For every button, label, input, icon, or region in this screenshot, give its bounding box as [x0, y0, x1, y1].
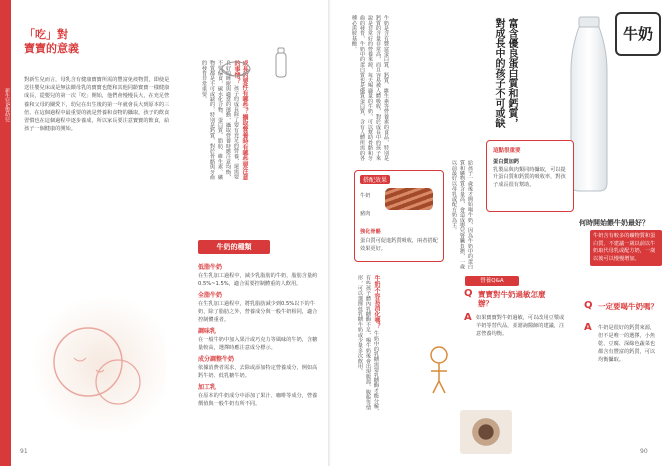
baby-faces-icon: [26, 300, 166, 430]
pairing-result: 強化骨骼: [360, 229, 381, 235]
milk-type-desc: 在一般牛奶中加入果汁或巧克力等風味的牛奶，含糖量較高，選擇時應注意成分標示。: [198, 337, 318, 351]
pairing-item-milk: 牛奶: [360, 193, 371, 199]
food-title: 牛奶: [615, 12, 661, 56]
milk-type-name: 低脂牛奶: [198, 264, 223, 271]
a2-text: 牛奶是很好的鈣質來源，但不是唯一的選擇，小魚乾、豆腐、深綠色蔬菜也都含有豐富的鈣質，可以均衡攝取。: [598, 325, 656, 363]
milk-type-desc: 在生乳加工過程中，減少乳脂肪的牛奶，脂肪含量約0.5%~1.5%，適合需要控制體重的人飲用。: [198, 273, 318, 287]
page-number-left: 91: [20, 448, 28, 455]
digestion-column: [356, 275, 380, 415]
a2-mark: A: [584, 322, 592, 333]
milk-type-desc: 在生乳加工過程中，將乳脂肪減少到0.5%以下的牛奶，除了脂肪之外，營養成分與一般牛奶相同，適合控制體重者。: [198, 301, 318, 323]
intro-title-line2: 寶寶的意義: [24, 42, 79, 55]
a1-mark: A: [464, 312, 472, 323]
page-number-right: 90: [640, 448, 648, 455]
intro-title: [24, 28, 174, 56]
bacon-image: [385, 188, 433, 210]
milk-type-desc: 依據消費者需求，去除或添加特定營養成分，例如高鈣牛奶、低乳糖牛奶。: [198, 365, 318, 379]
pairing-desc: 蛋白質可促進鈣質吸收，兩者搭配效果更好。: [360, 238, 438, 252]
digestion-body: 牛奶中的乳糖需要乳糖酶才能分解，有些孩子體內乳糖酶不足，喝牛奶後會出現腹瀉、腹脹等情形，可以選擇低乳糖牛奶或少量多次飲用。: [357, 275, 379, 414]
milk-type-name: 全脂牛奶: [198, 292, 223, 299]
q-when-start: 何時開始餵牛奶最好？: [579, 219, 649, 227]
baby-illustration: [26, 300, 166, 430]
intro-body: 對新生兒而言，母乳含有健康寶寶所需的豐富免疫物質，即使是送往嬰兒床或是無法餵母乳的寶寶也能和其他同齡寶寶一樣健康成長，從嬰兒的第一次「吃」開始，他們會慢慢長大，在充足營養和父母的關愛下，幼兒在出生後的第一年就會長大到原本的三倍，在這個過程中最重要的就是營養和食物的攝取，孩子的飲食習慣也在這個過程中逐步養成，所以家長要注意寶寶的飲食，給孩子一個健康的開始。: [24, 77, 170, 133]
intro-title-line1: 「吃」對: [24, 28, 68, 41]
headline: 富含優良蛋白質和鈣質，對成長中的孩子不可或缺: [493, 18, 517, 128]
child-figure-icon: [425, 345, 453, 395]
section-heading-milk-types: 牛奶的種類: [198, 240, 270, 254]
q2-title: 一定要喝牛奶嗎？: [598, 302, 658, 311]
left-page: [0, 0, 331, 466]
cocoa-milk-photo: [460, 410, 512, 454]
tip-body: [493, 159, 569, 189]
milk-type-name: 加工乳: [198, 384, 217, 391]
qa-header: 營養Q&A: [465, 276, 519, 286]
tip-text: 乳製品與肉類同時攝取，可以提升蛋白質和鈣質的吸收率，對孩子成長很有幫助。: [493, 166, 566, 188]
side-strip: [0, 0, 11, 466]
q2-mark: Q: [584, 300, 593, 311]
a1-text: 如果寶寶對牛奶過敏，可以改用豆漿或羊奶等替代品，並諮詢醫師的建議，注意營養均衡。: [476, 315, 565, 337]
milk-type-desc: 在原本的牛奶成分中添加了果汁、咖啡等成分，營養價值與一般牛奶有所不同。: [198, 393, 318, 407]
growth-column-title: 成長的要件有哪些？攝取營養時有哪些要注意的事情？: [233, 60, 248, 180]
main-body-column: 牛奶是含有豐富蛋白質、鈣質、維生素等營養素的食品，特別是鈣質的含量非常高，而且容易被人體吸收，對於成長中的孩子來說是非常好的營養來源，每天喝適量的牛奶，可以幫助骨骼和牙齒的發育，牛奶中的蛋白質也是優質蛋白質，含有人體所需的各種必需胺基酸。: [351, 15, 389, 161]
tip-title: 這點很重要: [493, 148, 521, 154]
tip-box: [486, 140, 574, 212]
milk-types-list: [198, 260, 318, 408]
q1-title: 寶寶對牛奶過敏怎麼辦？: [478, 290, 546, 308]
side-tab: 新生兒&嬰幼兒: [4, 88, 10, 122]
q1-mark: Q: [464, 288, 473, 299]
when-to-drink-column: 給孩子一歲後才開始喝牛奶，因為牛奶中的蛋白質和礦物質含量高，會造成嬰兒腎臟負擔，一歲以前最好以母乳或配方奶為主。: [451, 160, 473, 270]
digestion-title: 牛奶不容易消化嗎？: [373, 275, 380, 329]
right-note: 牛奶含有較多的礦物質和蛋白質，不建議一歲以前以牛奶取代母乳或配方奶，一歲以後可以慢慢增加。: [590, 230, 662, 266]
tip-subtitle: 蛋白質加鈣: [493, 159, 519, 165]
pairing-title: 搭配效果: [360, 175, 390, 184]
milk-type-name: 成分調整牛奶: [198, 356, 235, 363]
bowl-bottle-icon: [218, 45, 296, 85]
milk-type-name: 調味乳: [198, 328, 217, 335]
growth-column-body: 孩子的成長除了要有充足的營養，還需要良好的睡眠與適當的運動，攝取營養時應注意均衡，不要偏食，碳水化合物、蛋白質、脂肪、維生素、礦物質都是不可或缺的，特別是鈣質，對於骨骼與牙齒的發育非常重要。: [201, 60, 239, 180]
pairing-item-pork: 豬肉: [360, 211, 371, 217]
